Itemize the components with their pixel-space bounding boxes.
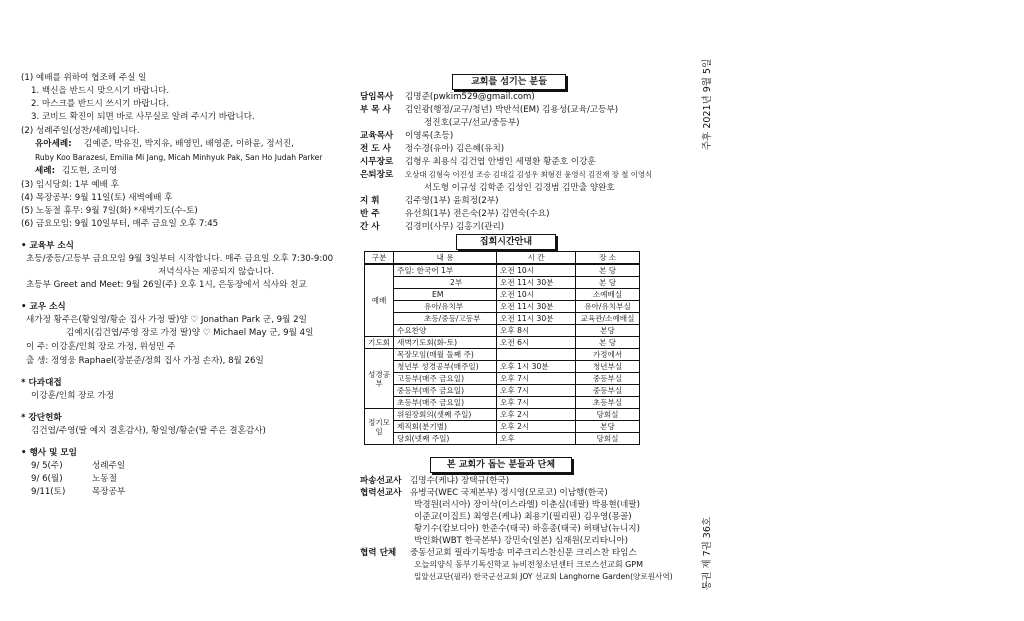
schedule-row: [365, 409, 640, 421]
family-news-line: 새가정 황주은(황일영/황순 집사 가정 딸)양 ♡ Jonathan Park 군, 9월 2일: [26, 315, 307, 325]
schedule-content: 2부: [394, 277, 497, 289]
schedule-content: EM: [394, 289, 497, 301]
staff-label: 부 목 사: [360, 105, 391, 115]
schedule-row: [365, 264, 640, 277]
family-news-line: 출 생: 정영웅 Raphael(장분준/정희 집사 가정 손자), 8월 26일: [26, 356, 264, 366]
schedule-time: 오후 7시: [497, 385, 576, 397]
staff-label: 교육목사: [360, 131, 394, 141]
schedule-place: 중등부실: [576, 385, 640, 397]
schedule-place: 당회실: [576, 433, 640, 445]
schedule-content: 유아/유치부: [394, 301, 497, 313]
schedule-header-cell: 내 용: [394, 252, 497, 265]
staff-label: 은퇴장로: [360, 170, 394, 180]
schedule-category: 성경공부: [365, 349, 394, 409]
refreshments-title: * 다과대접: [21, 378, 62, 388]
schedule-place: 본 당: [576, 264, 640, 277]
refreshments-text: 이강훈/인희 장로 가정: [31, 391, 115, 401]
schedule-row: [365, 325, 640, 337]
schedule-row: [365, 433, 640, 445]
schedule-place: 중등부실: [576, 373, 640, 385]
mission-text: 중동선교회 필라기독방송 미주크리스찬신문 크리스찬 타임스: [410, 548, 637, 558]
mission-text: 이준교(이집트) 최영은(케냐) 최용기(필리핀) 김우영(몽골): [414, 512, 632, 522]
schedule-content: 주일: 한국어 1부: [394, 264, 497, 277]
baptism-names: 김도현, 조미영: [62, 166, 118, 176]
event-name: 목장공부: [92, 487, 126, 497]
staff-label: 반 주: [360, 209, 380, 219]
family-news-line: 김예지(김건엽/주영 장로 가정 딸)양 ♡ Michael May 군, 9월 4일: [66, 328, 314, 338]
staff-text: 유선희(1부) 전은숙(2부) 김연숙(수요): [405, 209, 550, 219]
staff-label: 지 휘: [360, 196, 380, 206]
event-name: 노동절: [92, 474, 117, 484]
schedule-row: [365, 289, 640, 301]
schedule-time: 오후 2시: [497, 421, 576, 433]
schedule-header-cell: 장 소: [576, 252, 640, 265]
schedule-section-title: 집회시간안내: [456, 234, 556, 250]
notice-1-item: 3. 코비드 확진이 되면 바로 사무실로 알려 주시기 바랍니다.: [31, 112, 255, 122]
mission-text: 박인화(WBT 한국본부) 강민숙(일본) 심재원(모리타니아): [414, 536, 628, 546]
schedule-row: [365, 397, 640, 409]
schedule-place: 청년부실: [576, 361, 640, 373]
schedule-time: [497, 349, 576, 361]
schedule-row: [365, 301, 640, 313]
schedule-category: 정기모임: [365, 409, 394, 445]
schedule-time: 오전 11시 30분: [497, 301, 576, 313]
event-name: 성례주일: [92, 461, 126, 471]
staff-text: 김인광(행정/교구/청년) 박반석(EM) 김용성(교육/고등부): [405, 105, 619, 115]
schedule-place: 본당: [576, 325, 640, 337]
notice-1-item: 1. 백신을 반드시 맞으시기 바랍니다.: [31, 86, 170, 96]
schedule-place: 당회실: [576, 409, 640, 421]
schedule-content: 고등부(매주 금요일): [394, 373, 497, 385]
staff-text: 이영록(초등): [405, 131, 454, 141]
schedule-time: 오후 7시: [497, 397, 576, 409]
mission-section-title: 본 교회가 돕는 분들과 단체: [430, 457, 572, 473]
staff-text: 오상대 김형숙 이진성 조승 김대길 김성우 최형진 윤영식 김진재 장 철 이영식: [405, 170, 653, 179]
schedule-row: [365, 361, 640, 373]
staff-text: 정진호(교구/선교/중등부): [424, 118, 520, 128]
schedule-place: 초등부실: [576, 397, 640, 409]
schedule-content: 중등부(매주 금요일): [394, 385, 497, 397]
schedule-time: 오전 6시: [497, 337, 576, 349]
schedule-place: 본 당: [576, 277, 640, 289]
staff-label: 시무장로: [360, 157, 394, 167]
schedule-row: [365, 337, 640, 349]
infant-baptism-names: 김예준, 박유진, 박지유, 배영민, 배영준, 이하윤, 정서진,: [84, 139, 294, 149]
infant-baptism-label: 유아세례:: [35, 139, 72, 149]
staff-text: 김형우 최용식 김건엽 안병인 세명환 황준호 이강훈: [405, 157, 596, 167]
schedule-place: 가정에서: [576, 349, 640, 361]
mission-label: 협력 단체: [360, 548, 397, 558]
notice-4: (4) 목장공부: 9월 11일(토) 새벽예배 후: [21, 193, 173, 203]
schedule-place: 유아/유치부실: [576, 301, 640, 313]
notice-1-item: 2. 마스크를 반드시 쓰시기 바랍니다.: [31, 99, 170, 109]
events-title: • 행사 및 모임: [21, 448, 77, 458]
schedule-place: 본 당: [576, 337, 640, 349]
schedule-row: [365, 277, 640, 289]
notice-1-title: (1) 예배를 위하여 협조해 주실 일: [21, 73, 147, 83]
mission-label: 협력선교사: [360, 488, 402, 498]
staff-section-title: 교회를 섬기는 분들: [452, 74, 566, 90]
mission-label: 파송선교사: [360, 476, 402, 486]
schedule-content: 초등부(매주 금요일): [394, 397, 497, 409]
schedule-header-row: [365, 252, 640, 265]
mission-text: 오늘의양식 동부기독신학교 뉴비전청소년센터 크로스선교회 GPM: [414, 560, 644, 569]
mission-text: 황기수(캄보디아) 한준수(태국) 하홍종(태국) 허태남(뉴니지): [414, 524, 640, 534]
mission-text: 박경원(러시아) 장이삭(이스라엘) 이춘심(네팔) 박용현(네팔): [414, 500, 640, 510]
staff-text: 김명준(pwkim529@gmail.com): [405, 92, 535, 102]
schedule-header-cell: 시 간: [497, 252, 576, 265]
notice-6: (6) 금요모임: 9월 10일부터, 매주 금요일 오후 7:45: [21, 219, 219, 229]
schedule-place: 교육관/소예배실: [576, 313, 640, 325]
bulletin-date: 주후 2021년 9월 5일: [702, 58, 713, 150]
schedule-table: [364, 251, 640, 445]
schedule-row: [365, 313, 640, 325]
schedule-content: 목장모임(매월 둘째 주): [394, 349, 497, 361]
schedule-time: 오전 10시: [497, 264, 576, 277]
notice-3: (3) 임시당회: 1부 예배 후: [21, 180, 119, 190]
schedule-place: 본당: [576, 421, 640, 433]
schedule-content: 새벽기도회(화-토): [394, 337, 497, 349]
schedule-time: 오후 7시: [497, 373, 576, 385]
schedule-header-cell: 구분: [365, 252, 394, 265]
schedule-content: 청년부 성경공부(매주일): [394, 361, 497, 373]
schedule-time: 오전 11시 30분: [497, 277, 576, 289]
staff-label: 간 사: [360, 222, 380, 232]
event-date: 9/ 6(월): [31, 474, 63, 484]
schedule-content: 제직회(분기별): [394, 421, 497, 433]
education-line: 저녁식사는 제공되지 않습니다.: [158, 267, 275, 277]
schedule-time: 오전 11시 30분: [497, 313, 576, 325]
staff-label: 담임목사: [360, 92, 394, 102]
schedule-row: [365, 385, 640, 397]
staff-text: 김주영(1부) 윤희정(2부): [405, 196, 499, 206]
education-title: • 교육부 소식: [21, 241, 74, 251]
schedule-time: 오후: [497, 433, 576, 445]
event-date: 9/11(토): [31, 487, 66, 497]
family-news-title: • 교우 소식: [21, 302, 66, 312]
baptism-label: 세례:: [35, 166, 56, 176]
schedule-row: [365, 373, 640, 385]
schedule-category: 예배: [365, 264, 394, 337]
schedule-time: 오전 10시: [497, 289, 576, 301]
schedule-time: 오후 2시: [497, 409, 576, 421]
staff-text: 서도형 이규성 김학준 김성인 김경범 김만출 양완호: [424, 183, 615, 193]
schedule-time: 오후 8시: [497, 325, 576, 337]
schedule-content: 위원장회의(셋째 주일): [394, 409, 497, 421]
family-news-line: 이 주: 이강훈/인희 장로 가정, 위성민 주: [26, 342, 176, 352]
altar-flowers-text: 김건엽/주영(딸 예지 결혼감사), 황일영/황순(딸 주은 결혼감사): [31, 426, 266, 436]
schedule-row: [365, 421, 640, 433]
schedule-content: 수요찬양: [394, 325, 497, 337]
mission-text: 밀알선교단(필라) 한국군선교회 JOY 선교회 Langhorne Garden(양로원사역): [414, 572, 673, 581]
bulletin-volume: 통권 제 7권 36호: [702, 516, 713, 590]
event-date: 9/ 5(주): [31, 461, 63, 471]
infant-baptism-names-2: Ruby Koo Barazesi, Emilia Mi Jang, Micah Minhyuk Pak, San Ho Judah Parker: [35, 153, 323, 162]
notice-2-title: (2) 성례주일(성찬/세례)입니다.: [21, 126, 140, 136]
schedule-place: 소예배실: [576, 289, 640, 301]
schedule-content: 초등/중등/고등부: [394, 313, 497, 325]
education-line: 초등부 Greet and Meet: 9월 26일(주) 오후 1시, 은동장에서 식사와 친교: [26, 280, 307, 290]
notice-5: (5) 노동절 휴무: 9월 7일(화) *새벽기도(수-토): [21, 206, 198, 216]
altar-flowers-title: * 강단헌화: [21, 413, 62, 423]
mission-text: 김명수(케냐) 장택규(한국): [410, 476, 510, 486]
staff-text: 김경미(사무) 김홍기(관리): [405, 222, 505, 232]
schedule-time: 오후 1시 30분: [497, 361, 576, 373]
schedule-category: 기도회: [365, 337, 394, 349]
staff-label: 전 도 사: [360, 144, 391, 154]
schedule-content: 당회(넷째 주일): [394, 433, 497, 445]
staff-text: 정수경(유아) 김은혜(유치): [405, 144, 505, 154]
schedule-row: [365, 349, 640, 361]
mission-text: 유병국(WEC 국제본부) 정시영(모로코) 이남행(한국): [410, 488, 608, 498]
education-line: 초등/중등/고등부 금요모임 9월 3일부터 시작합니다. 매주 금요일 오후 7:30-9:00: [26, 254, 334, 264]
